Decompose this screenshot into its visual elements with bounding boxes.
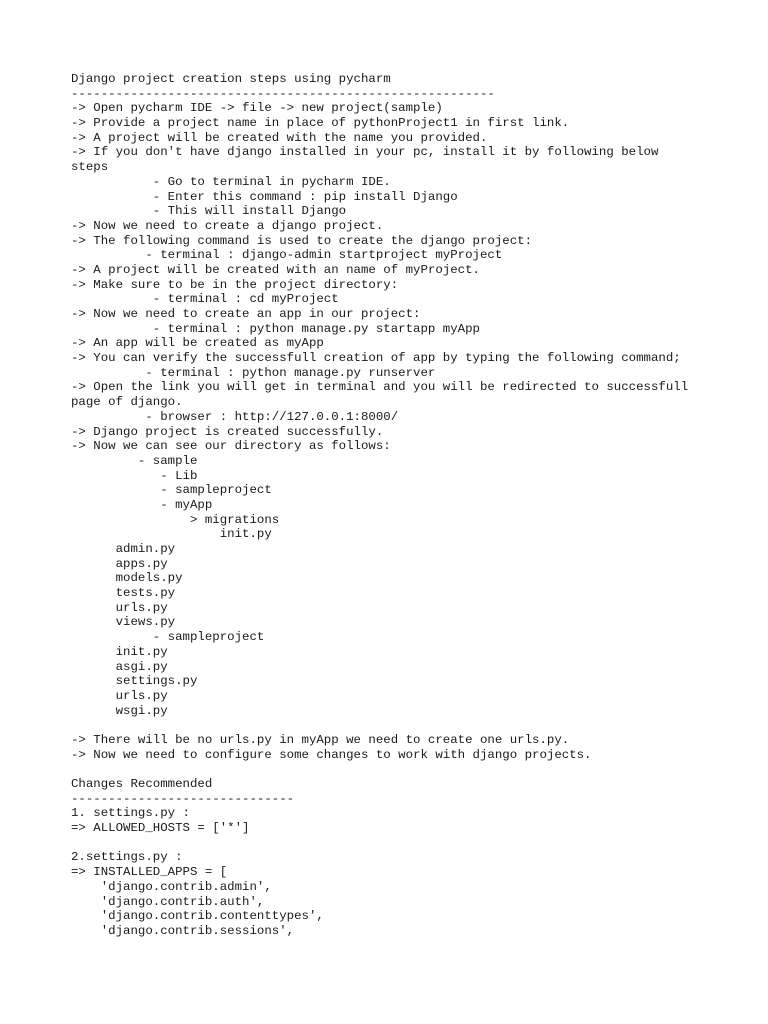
- notes: [71, 733, 731, 762]
- change-line: 'django.contrib.auth',: [71, 894, 265, 909]
- spacer: [71, 762, 731, 777]
- change-2: [71, 850, 731, 938]
- document-title: Django project creation steps using pycharm: [71, 72, 391, 86]
- changes-rule: ------------------------------: [71, 791, 295, 806]
- tree-line: admin.py: [71, 542, 176, 556]
- step-line: -> Now we need to create a django project.: [71, 218, 384, 233]
- step-line: - terminal : python manage.py runserver: [71, 365, 436, 380]
- tree-line: > migrations: [71, 512, 280, 527]
- tree-line: views.py: [71, 615, 176, 630]
- change-line: => ALLOWED_HOSTS = ['*']: [71, 821, 250, 836]
- change-line: 'django.contrib.sessions',: [71, 923, 295, 938]
- tree-line: apps.py: [71, 556, 168, 571]
- step-line: - terminal : django-admin startproject myProject: [71, 248, 503, 263]
- step-line: - terminal : cd myProject: [71, 292, 339, 307]
- step-line: - Enter this command : pip install Django: [71, 189, 458, 204]
- tree-line: init.py: [71, 644, 168, 659]
- step-line: - Go to terminal in pycharm IDE.: [71, 174, 391, 189]
- step-line: - browser : http://127.0.0.1:8000/: [71, 409, 399, 424]
- tree-line: urls.py: [71, 600, 168, 615]
- step-line: -> Django project is created successfully.: [71, 424, 384, 439]
- tree-line: - sampleproject: [71, 630, 265, 645]
- step-line: -> Now we need to create an app in our project:: [71, 307, 421, 321]
- step-line: -> The following command is used to create the django project:: [71, 233, 533, 248]
- step-line: -> Make sure to be in the project directory:: [71, 277, 399, 292]
- tree-line: urls.py: [71, 688, 168, 703]
- step-line: - terminal : python manage.py startapp myApp: [71, 321, 480, 336]
- step-line: -> A project will be created with the name you provided.: [71, 130, 488, 145]
- step-line: -> You can verify the successfull creation of app by typing the following command;: [71, 351, 681, 366]
- tree-line: - sample: [71, 453, 198, 468]
- step-line: -> Open pycharm IDE -> file -> new project(sample): [71, 101, 443, 116]
- tree-line: tests.py: [71, 586, 176, 601]
- change-line: 'django.contrib.admin',: [71, 879, 272, 894]
- changes-title: Changes Recommended: [71, 777, 213, 791]
- tree-line: models.py: [71, 571, 183, 586]
- directory-tree: [71, 454, 731, 718]
- tree-line: - myApp: [71, 497, 213, 512]
- change-line: 'django.contrib.contenttypes',: [71, 909, 324, 924]
- step-line: -> A project will be created with an name of myProject.: [71, 262, 480, 277]
- note-line: -> There will be no urls.py in myApp we need to create one urls.py.: [71, 732, 570, 747]
- step-line: -> Open the link you will get in terminal and you will be redirected to successfull: [71, 380, 689, 395]
- title-rule: ---------------------------------------------------------: [71, 86, 495, 101]
- change-line: 2.settings.py :: [71, 850, 183, 865]
- step-line: page of django.: [71, 395, 183, 410]
- change-line: 1. settings.py :: [71, 806, 190, 821]
- step-line: steps: [71, 160, 109, 175]
- tree-line: init.py: [71, 527, 272, 542]
- tree-line: - Lib: [71, 468, 198, 483]
- step-line: -> An app will be created as myApp: [71, 336, 324, 351]
- document-page: [71, 72, 731, 939]
- step-line: - This will install Django: [71, 204, 347, 219]
- tree-line: - sampleproject: [71, 483, 272, 498]
- spacer: [71, 718, 731, 733]
- spacer: [71, 836, 731, 851]
- tree-line: asgi.py: [71, 659, 168, 674]
- step-line: -> Now we can see our directory as follows:: [71, 439, 391, 454]
- tree-line: settings.py: [71, 674, 198, 689]
- tree-line: wsgi.py: [71, 703, 168, 718]
- steps-list: [71, 101, 731, 454]
- step-line: -> If you don't have django installed in your pc, install it by following below: [71, 145, 659, 160]
- change-1: [71, 806, 731, 835]
- change-line: => INSTALLED_APPS = [: [71, 865, 228, 880]
- note-line: -> Now we need to configure some changes to work with django projects.: [71, 747, 592, 762]
- step-line: -> Provide a project name in place of pythonProject1 in first link.: [71, 116, 570, 131]
